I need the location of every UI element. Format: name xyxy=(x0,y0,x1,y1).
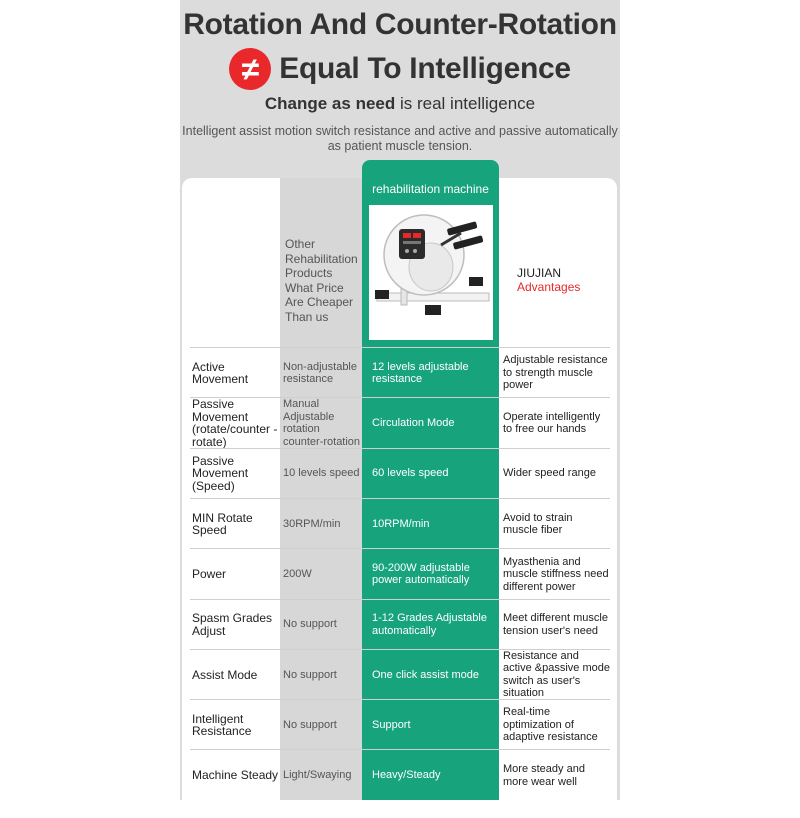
not-equal-icon: ≠ xyxy=(229,48,271,90)
feature-cell: Active Movement xyxy=(192,359,249,387)
feature-cell: Intelligent Resistance xyxy=(192,711,252,739)
other-cell: 200W xyxy=(283,568,312,581)
advantage-cell: Adjustable resistance to strength muscle power xyxy=(503,354,608,392)
description: Intelligent assist motion switch resistance and active and passive automatically as patient muscle tension. xyxy=(182,124,618,153)
ours-cell: Heavy/Steady xyxy=(372,769,441,782)
ours-cell: Support xyxy=(372,718,411,731)
product-image xyxy=(369,205,493,340)
ours-cell: 1-12 Grades Adjustable automatically xyxy=(372,612,487,637)
other-products-header: Other Rehabilitation Products What Price Are Cheaper Than us xyxy=(285,237,358,324)
table-row xyxy=(190,397,610,448)
advantage-cell: Operate intelligently to free our hands xyxy=(503,410,601,436)
feature-cell: Machine Steady xyxy=(192,768,279,783)
other-cell: Light/Swaying xyxy=(283,769,352,782)
subtitle xyxy=(180,94,620,114)
ours-cell: 12 levels adjustable resistance xyxy=(372,360,469,386)
feature-cell: Assist Mode xyxy=(192,667,258,682)
advantage-cell: Wider speed range xyxy=(503,467,596,480)
advantage-cell: Real-time optimization of adaptive resistance xyxy=(503,706,598,744)
other-cell: 10 levels speed xyxy=(283,467,360,480)
table-row xyxy=(190,749,610,800)
ours-cell: 10RPM/min xyxy=(372,517,430,530)
other-cell: No support xyxy=(283,668,337,681)
table-row xyxy=(190,498,610,549)
page-title: Rotation And Counter-Rotation xyxy=(183,8,617,41)
table-row xyxy=(190,448,610,499)
green-column-header: rehabilitation machine xyxy=(372,182,489,196)
advantage-cell: Myasthenia and muscle stiffness need different power xyxy=(503,555,609,593)
jiujian-header xyxy=(517,266,580,294)
advantage-cell: Avoid to strain muscle fiber xyxy=(503,511,573,537)
advantage-cell: Meet different muscle tension user's need xyxy=(503,612,608,637)
other-cell: No support xyxy=(283,718,337,731)
feature-cell: MIN Rotate Speed xyxy=(192,510,253,538)
other-cell: Non-adjustable resistance xyxy=(283,360,357,386)
subtitle-rest: is real intelligence xyxy=(395,94,536,113)
subtitle-bold: Change as need xyxy=(264,94,396,113)
other-cell: Manual Adjustable rotation counter-rotation xyxy=(283,398,361,448)
ours-cell: 60 levels speed xyxy=(372,467,449,480)
title-line2-text: Equal To Intelligence xyxy=(279,52,571,85)
other-cell: No support xyxy=(283,618,337,631)
feature-cell: Passive Movement (Speed) xyxy=(192,453,249,493)
table-row xyxy=(190,699,610,750)
page-title-line2 xyxy=(180,48,620,90)
other-cell: 30RPM/min xyxy=(283,517,341,530)
ours-cell: Circulation Mode xyxy=(372,417,455,430)
jiujian-advantages-label: Advantages xyxy=(517,280,581,294)
advantage-cell: More steady and more wear well xyxy=(503,763,585,788)
table-row xyxy=(190,649,610,700)
table-row xyxy=(190,347,610,398)
feature-cell: Spasm Grades Adjust xyxy=(192,611,273,638)
rehabilitation-machine-icon xyxy=(369,205,493,340)
ours-cell: 90-200W adjustable power automatically xyxy=(372,561,470,587)
feature-cell: Passive Movement (rotate/counter -rotate) xyxy=(192,397,278,449)
feature-cell: Power xyxy=(192,567,227,582)
ours-cell: One click assist mode xyxy=(372,668,479,681)
table-row xyxy=(190,548,610,599)
jiujian-brand: JIUJIAN xyxy=(517,266,562,280)
table-row xyxy=(190,599,610,650)
advantage-cell: Resistance and active &passive mode switch as user's situation xyxy=(503,649,610,700)
